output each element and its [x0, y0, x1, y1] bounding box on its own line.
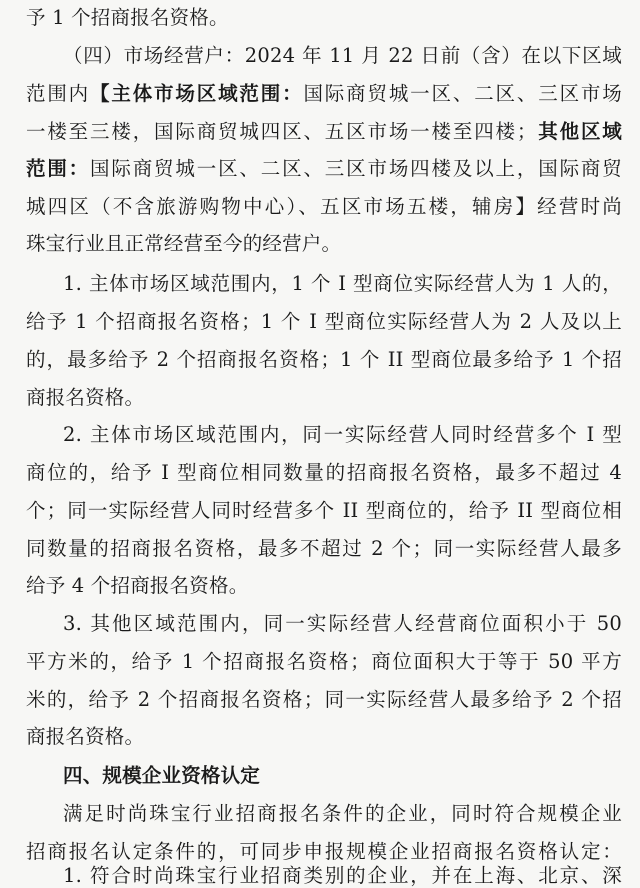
- text-line: （四）市场经营户：2024 年 11 月 22 日前（含）在以下区域: [63, 44, 622, 67]
- text-line: 商报名资格。: [26, 386, 145, 409]
- text-line: 给予 4 个招商报名资格。: [26, 574, 249, 597]
- text-line: 予 1 个招商报名资格。: [26, 6, 229, 29]
- section-heading: 四、规模企业资格认定: [63, 764, 261, 787]
- text-line: 平方米的，给予 1 个招商报名资格；商位面积大于等于 50 平方: [26, 650, 622, 673]
- text-line: 3. 其他区域范围内，同一实际经营人经营商位面积小于 50: [63, 612, 622, 635]
- text-line: 珠宝行业且正常经营至今的经营户。: [26, 232, 342, 255]
- text-line: 个；同一实际经营人同时经营多个 II 型商位的，给予 II 型商位相: [26, 499, 622, 522]
- text-line: 的，最多给予 2 个招商报名资格；1 个 II 型商位最多给予 1 个招: [26, 348, 622, 371]
- text-line: 范围内【主体市场区域范围：国际商贸城一区、二区、三区市场: [26, 82, 622, 105]
- text-line: 1. 符合时尚珠宝行业招商类别的企业，并在上海、北京、深: [63, 864, 622, 887]
- text-line: 一楼至三楼，国际商贸城四区、五区市场一楼至四楼；其他区域: [26, 120, 622, 143]
- text-line: 城四区（不含旅游购物中心）、五区市场五楼，辅房】经营时尚: [26, 195, 622, 218]
- text-line: 同数量的招商报名资格，最多不超过 2 个；同一实际经营人最多: [26, 537, 622, 560]
- text-line: 给予 1 个招商报名资格；1 个 I 型商位实际经营人为 2 人及以上: [26, 310, 622, 333]
- text-line: 商位的，给予 I 型商位相同数量的招商报名资格，最多不超过 4: [26, 461, 622, 484]
- text-line: 商报名资格。: [26, 725, 145, 748]
- text-line: 招商报名认定条件的，可同步申报规模企业招商报名资格认定：: [26, 840, 622, 863]
- text-line: 1. 主体市场区域范围内，1 个 I 型商位实际经营人为 1 人的，: [63, 272, 622, 295]
- text-line: 范围：国际商贸城一区、二区、三区市场四楼及以上，国际商贸: [26, 157, 622, 180]
- text-line: 满足时尚珠宝行业招商报名条件的企业，同时符合规模企业: [63, 802, 622, 825]
- text-line: 2. 主体市场区域范围内，同一实际经营人同时经营多个 I 型: [63, 423, 622, 446]
- text-line: 米的，给予 2 个招商报名资格；同一实际经营人最多给予 2 个招: [26, 688, 622, 711]
